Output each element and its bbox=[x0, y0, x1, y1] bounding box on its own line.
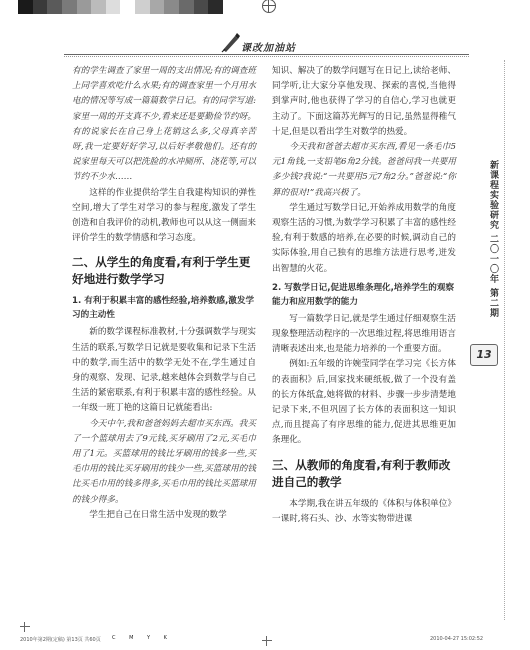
paragraph: 写一篇数学日记,就是学生通过仔细观察生活现象整理活动程序的一次思维过程,将思维用语言清晰表述出来,也是能力培养的一个重要方面。 bbox=[272, 313, 456, 355]
registration-swatch bbox=[18, 0, 33, 14]
subsection-heading: 2. 写数学日记,促进思维条理化,培养学生的观察能力和应用数学的能力 bbox=[272, 282, 455, 307]
registration-swatch bbox=[179, 0, 194, 14]
side-divider bbox=[504, 60, 505, 620]
left-column bbox=[72, 64, 256, 523]
section-heading: 二、从学生的角度看,有利于学生更好地进行数学学习 bbox=[72, 255, 251, 287]
section-heading: 三、从教师的角度看,有利于教师改进自己的教学 bbox=[272, 457, 451, 489]
subsection-heading: 1. 有利于积累丰富的感性经验,培养数感,激发学习的主动性 bbox=[72, 296, 255, 321]
pen-icon bbox=[220, 31, 242, 53]
cmyk-label: C M Y K bbox=[112, 635, 173, 641]
registration-swatch bbox=[164, 0, 179, 14]
paragraph: 学生把自己在日常生活中发现的数学 bbox=[89, 509, 227, 520]
registration-mark-icon bbox=[262, 0, 276, 13]
header-divider bbox=[64, 54, 469, 55]
page-number: 13 bbox=[470, 344, 498, 366]
registration-swatch bbox=[194, 0, 209, 14]
crop-mark-icon bbox=[20, 622, 30, 632]
journal-title: 新课程实验研究 二〇一〇年 第二期 bbox=[488, 160, 498, 319]
color-registration-strip bbox=[18, 0, 223, 14]
paragraph: 这样的作业提供给学生自我建构知识的弹性空间,增大了学生对学习的参与程度,激发了学生创造和自我评价的动机,教师也可以从这一侧面来评价学生的数学情感和学习态度。 bbox=[72, 187, 256, 244]
registration-swatch bbox=[91, 0, 106, 14]
registration-swatch bbox=[33, 0, 48, 14]
registration-swatch bbox=[120, 0, 135, 14]
paragraph: 学生通过写数学日记,开始养成用数学的角度观察生活的习惯,为数学学习积累了丰富的感性经验,有利于数感的培养,在必要的时候,调动自己的实际体验,用自己独有的思维方法进行思考,迸发出智慧的火花。 bbox=[272, 202, 456, 274]
registration-swatch bbox=[62, 0, 77, 14]
registration-mark-icon bbox=[262, 636, 272, 646]
paragraph: 本学期,我在讲五年级的《体积与体积单位》一课时,将石头、沙、水等实物带进课 bbox=[272, 498, 456, 524]
diary-excerpt: 今天我和爸爸去超市买东西,看见一条毛巾5元1角钱,一支铅笔6角2分钱。爸爸问我一共要用多少钱?我说:“一共要用5元7角2分。”爸爸说:“你算的很对!”我高兴极了。 bbox=[272, 142, 456, 198]
diary-excerpt: 今天中午,我和爸爸妈妈去超市买东西。我买了一个篮球用去了9元钱,买牙刷用了2元,买毛巾用了1元。买篮球用的钱比牙刷用的钱多一些,买毛巾用的钱比买牙刷用的钱少一些,买篮球用的钱比买毛巾用的钱多得多,买毛巾用的钱比买篮球用的钱少得多。 bbox=[72, 418, 256, 505]
registration-swatch bbox=[150, 0, 165, 14]
paragraph: 知识、解决了的数学问题写在日记上,读给老师、同学听,让大家分享他发现、探索的喜悦,当他得到掌声时,他也获得了学习的自信心,学习也就更主动了。下面这篇苏光辉写的日记,虽然显得稚气十足,但是以看出学生对数学的热爱。 bbox=[272, 66, 456, 137]
paragraph: 例如:五年级的许婉莹同学在学习完《长方体的表面积》后,回家找来硬纸板,做了一个没有盖的长方体纸盒,她将做的材料、步骤一步步清楚地记录下来,不但巩固了长方体的表面积这一知识点,而且提高了有序思维的能力,促进其思维更加条理化。 bbox=[272, 359, 456, 446]
paragraph: 有的学生调查了家里一周的支出情况;有的调查班上同学喜欢吃什么水果;有的调查家里一个月用水电的情况等写成一篇篇数学日记。有的同学写道:家里一周的开支真不少,看来还是要勤俭节约呀。有的说家长在自己身上花销这么多,父母真辛苦呀,我一定要好好学习,以后好孝敬他们。还有的说家里每天可以把洗脸的水冲厕所、浇花等,可以节约不少水…… bbox=[72, 66, 256, 183]
footer-print-info: 2010年第2期(定稿) 第13页 共60页 bbox=[20, 637, 101, 643]
registration-swatch bbox=[77, 0, 92, 14]
registration-swatch bbox=[106, 0, 121, 14]
registration-swatch bbox=[208, 0, 223, 14]
registration-swatch bbox=[135, 0, 150, 14]
section-tag: 课改加油站 bbox=[241, 43, 296, 54]
registration-swatch bbox=[47, 0, 62, 14]
paragraph: 新的数学课程标准教材,十分强调数学与现实生活的联系,写数学日记就是要收集和记录下生活中的数学,而生活中的数学无处不在,学生通过自身的观察、发现、记录,越来越体会到数学与自己生活的紧密联系,有利于积累丰富的感性经验。从一年级一班丁艳的这篇日记就能看出: bbox=[72, 327, 256, 414]
header-divider-dotted bbox=[64, 56, 469, 57]
right-column bbox=[272, 64, 456, 527]
footer-timestamp: 2010-04-27 15:02:52 bbox=[430, 636, 484, 642]
